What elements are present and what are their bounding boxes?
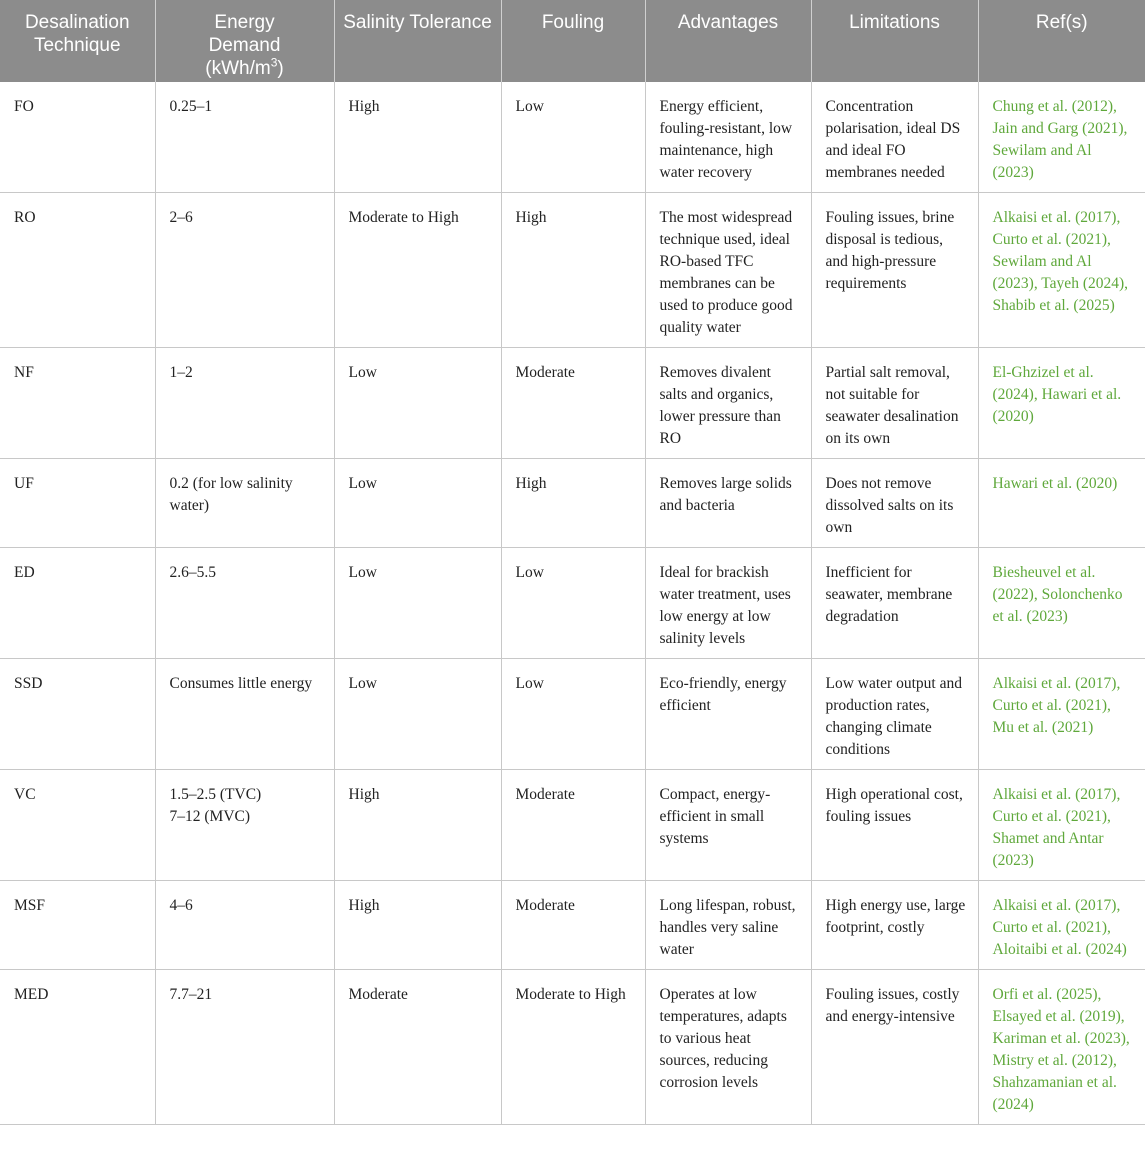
cell-fouling: Low xyxy=(501,659,645,770)
cell-energy: 0.2 (for low salinity water) xyxy=(155,459,334,548)
cell-technique: UF xyxy=(0,459,155,548)
cell-fouling: High xyxy=(501,193,645,348)
cell-energy: 2–6 xyxy=(155,193,334,348)
cell-fouling: Low xyxy=(501,82,645,193)
header-salinity-label: Salinity Tolerance xyxy=(343,12,492,33)
cell-salinity: Low xyxy=(334,548,501,659)
cell-advantages: Removes large solids and bacteria xyxy=(645,459,811,548)
header-energy-line2: Demand xyxy=(208,35,281,56)
header-energy-line1: Energy xyxy=(214,12,275,33)
cell-salinity: High xyxy=(334,82,501,193)
cell-advantages: Energy efficient, fouling-resistant, low maintenance, high water recovery xyxy=(645,82,811,193)
cell-technique: RO xyxy=(0,193,155,348)
header-fouling-label: Fouling xyxy=(541,12,605,33)
cell-refs[interactable]: Orfi et al. (2025), Elsayed et al. (2019), Kariman et al. (2023), Mistry et al. (2012), Shahzamanian et al. (2024) xyxy=(978,970,1145,1125)
cell-advantages: Long lifespan, robust, handles very saline water xyxy=(645,881,811,970)
table-row xyxy=(0,82,1145,193)
cell-limitations: Concentration polarisation, ideal DS and ideal FO membranes needed xyxy=(811,82,978,193)
cell-limitations: High operational cost, fouling issues xyxy=(811,770,978,881)
cell-technique: SSD xyxy=(0,659,155,770)
header-salinity xyxy=(334,0,501,82)
cell-fouling: High xyxy=(501,459,645,548)
cell-salinity: High xyxy=(334,881,501,970)
header-refs xyxy=(978,0,1145,82)
cell-advantages: Eco-friendly, energy efficient xyxy=(645,659,811,770)
cell-salinity: Low xyxy=(334,459,501,548)
cell-technique: MSF xyxy=(0,881,155,970)
cell-refs[interactable]: Hawari et al. (2020) xyxy=(978,459,1145,548)
cell-advantages: Compact, energy-efficient in small systems xyxy=(645,770,811,881)
table-row xyxy=(0,770,1145,881)
header-limitations xyxy=(811,0,978,82)
cell-technique: NF xyxy=(0,348,155,459)
header-technique-label: Desalination Technique xyxy=(24,12,130,56)
cell-advantages: The most widespread technique used, ideal RO-based TFC membranes can be used to produce good quality water xyxy=(645,193,811,348)
cell-energy: Consumes little energy xyxy=(155,659,334,770)
cell-limitations: High energy use, large footprint, costly xyxy=(811,881,978,970)
header-limitations-label: Limitations xyxy=(849,12,940,33)
cell-energy: 1–2 xyxy=(155,348,334,459)
cell-technique: FO xyxy=(0,82,155,193)
table-row xyxy=(0,659,1145,770)
table-row xyxy=(0,970,1145,1125)
table-row xyxy=(0,881,1145,970)
cell-fouling: Low xyxy=(501,548,645,659)
cell-salinity: High xyxy=(334,770,501,881)
cell-refs[interactable]: Chung et al. (2012), Jain and Garg (2021), Sewilam and Al (2023) xyxy=(978,82,1145,193)
cell-energy: 2.6–5.5 xyxy=(155,548,334,659)
cell-energy: 1.5–2.5 (TVC) 7–12 (MVC) xyxy=(155,770,334,881)
cell-advantages: Ideal for brackish water treatment, uses low energy at low salinity levels xyxy=(645,548,811,659)
cell-refs[interactable]: El-Ghzizel et al. (2024), Hawari et al. (2020) xyxy=(978,348,1145,459)
cell-salinity: Low xyxy=(334,659,501,770)
header-energy-unit-close: ) xyxy=(277,58,284,79)
cell-limitations: Fouling issues, brine disposal is tedious, and high-pressure requirements xyxy=(811,193,978,348)
header-advantages xyxy=(645,0,811,82)
cell-advantages: Removes divalent salts and organics, lower pressure than RO xyxy=(645,348,811,459)
header-energy-unit: (kWh/m xyxy=(205,58,271,79)
cell-energy: 7.7–21 xyxy=(155,970,334,1125)
cell-salinity: Low xyxy=(334,348,501,459)
cell-refs[interactable]: Alkaisi et al. (2017), Curto et al. (2021), Sewilam and Al (2023), Tayeh (2024), Shabib et al. (2025) xyxy=(978,193,1145,348)
cell-technique: VC xyxy=(0,770,155,881)
header-fouling xyxy=(501,0,645,82)
cell-salinity: Moderate xyxy=(334,970,501,1125)
table-row xyxy=(0,548,1145,659)
cell-energy: 0.25–1 xyxy=(155,82,334,193)
cell-limitations: Fouling issues, costly and energy-intensive xyxy=(811,970,978,1125)
cell-limitations: Partial salt removal, not suitable for seawater desalination on its own xyxy=(811,348,978,459)
table-row xyxy=(0,193,1145,348)
cell-refs[interactable]: Alkaisi et al. (2017), Curto et al. (2021), Aloitaibi et al. (2024) xyxy=(978,881,1145,970)
cell-technique: MED xyxy=(0,970,155,1125)
header-energy-demand xyxy=(155,0,334,82)
table-row xyxy=(0,348,1145,459)
cell-technique: ED xyxy=(0,548,155,659)
header-technique xyxy=(0,0,155,82)
header-energy-unit-sup: 3 xyxy=(270,55,278,70)
cell-advantages: Operates at low temperatures, adapts to various heat sources, reducing corrosion levels xyxy=(645,970,811,1125)
table-row xyxy=(0,459,1145,548)
cell-limitations: Low water output and production rates, changing climate conditions xyxy=(811,659,978,770)
cell-limitations: Inefficient for seawater, membrane degradation xyxy=(811,548,978,659)
header-refs-label: Ref(s) xyxy=(1035,12,1088,33)
cell-refs[interactable]: Biesheuvel et al. (2022), Solonchenko et al. (2023) xyxy=(978,548,1145,659)
cell-fouling: Moderate xyxy=(501,348,645,459)
header-advantages-label: Advantages xyxy=(677,12,779,33)
cell-fouling: Moderate xyxy=(501,770,645,881)
cell-salinity: Moderate to High xyxy=(334,193,501,348)
cell-energy: 4–6 xyxy=(155,881,334,970)
table-header-row xyxy=(0,0,1145,82)
cell-limitations: Does not remove dissolved salts on its own xyxy=(811,459,978,548)
cell-fouling: Moderate xyxy=(501,881,645,970)
cell-refs[interactable]: Alkaisi et al. (2017), Curto et al. (2021), Shamet and Antar (2023) xyxy=(978,770,1145,881)
cell-fouling: Moderate to High xyxy=(501,970,645,1125)
cell-refs[interactable]: Alkaisi et al. (2017), Curto et al. (2021), Mu et al. (2021) xyxy=(978,659,1145,770)
